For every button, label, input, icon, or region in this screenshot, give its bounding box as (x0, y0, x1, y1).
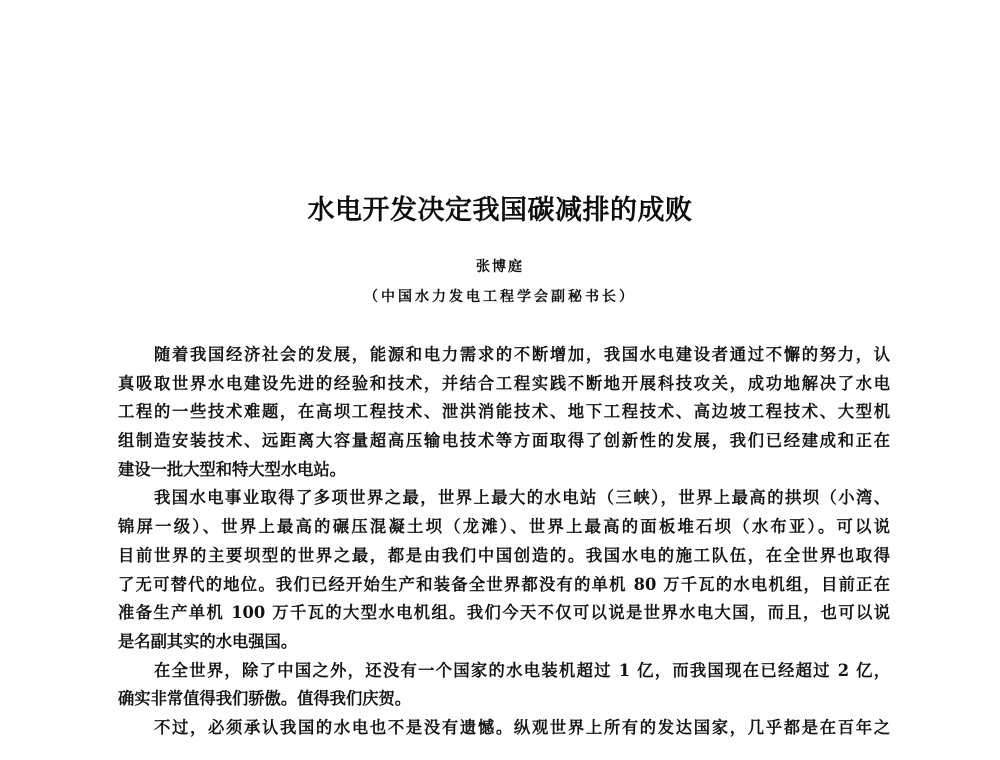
paragraph-4-line: 不过，必须承认我国的水电也不是没有遗憾。纵观世界上所有的发达国家，几乎都是在百年之 (154, 717, 890, 737)
paragraph-2-line: 目前世界的主要坝型的世界之最，都是由我们中国创造的。我国水电的施工队伍，在全世界也取得 (118, 545, 890, 565)
paragraph-1-line: 建设一批大型和特大型水电站。 (118, 459, 346, 479)
paragraph-2-line: 准备生产单机 100 万千瓦的大型水电机组。我们今天不仅可以说是世界水电大国，而且，也可以说 (118, 603, 890, 623)
paragraph-3-line: 确实非常值得我们骄傲。值得我们庆贺。 (118, 689, 412, 709)
author-name: 张博庭 (476, 259, 524, 275)
article-title: 水电开发决定我国碳减排的成败 (307, 195, 693, 226)
paragraph-2-line: 我国水电事业取得了多项世界之最，世界上最大的水电站（三峡），世界上最高的拱坝（小湾、 (154, 488, 890, 508)
paragraph-2-line: 了无可替代的地位。我们已经开始生产和装备全世界都没有的单机 80 万千瓦的水电机组，目前正在 (118, 574, 890, 594)
paragraph-2-line: 是名副其实的水电强国。 (118, 631, 298, 651)
article-body (118, 341, 890, 743)
paragraph-2-line: 锦屏一级）、世界上最高的碾压混凝土坝（龙滩）、世界上最高的面板堆石坝（水布亚）。可以说 (118, 517, 890, 537)
paragraph-1-line: 工程的一些技术难题，在高坝工程技术、泄洪消能技术、地下工程技术、高边坡工程技术、大型机 (118, 402, 890, 422)
paragraph-1-line: 随着我国经济社会的发展，能源和电力需求的不断增加，我国水电建设者通过不懈的努力，认 (154, 345, 890, 364)
paragraph-3-line: 在全世界，除了中国之外，还没有一个国家的水电装机超过 1 亿，而我国现在已经超过 2 亿， (154, 660, 890, 680)
author-affiliation: （中国水力发电工程学会副秘书长） (364, 289, 636, 305)
paragraph-1-line: 真吸取世界水电建设先进的经验和技术，并结合工程实践不断地开展科技攻关，成功地解决了水电 (118, 373, 890, 393)
paragraph-1-line: 组制造安装技术、远距离大容量超高压输电技术等方面取得了创新性的发展，我们已经建成和正在 (118, 431, 890, 451)
